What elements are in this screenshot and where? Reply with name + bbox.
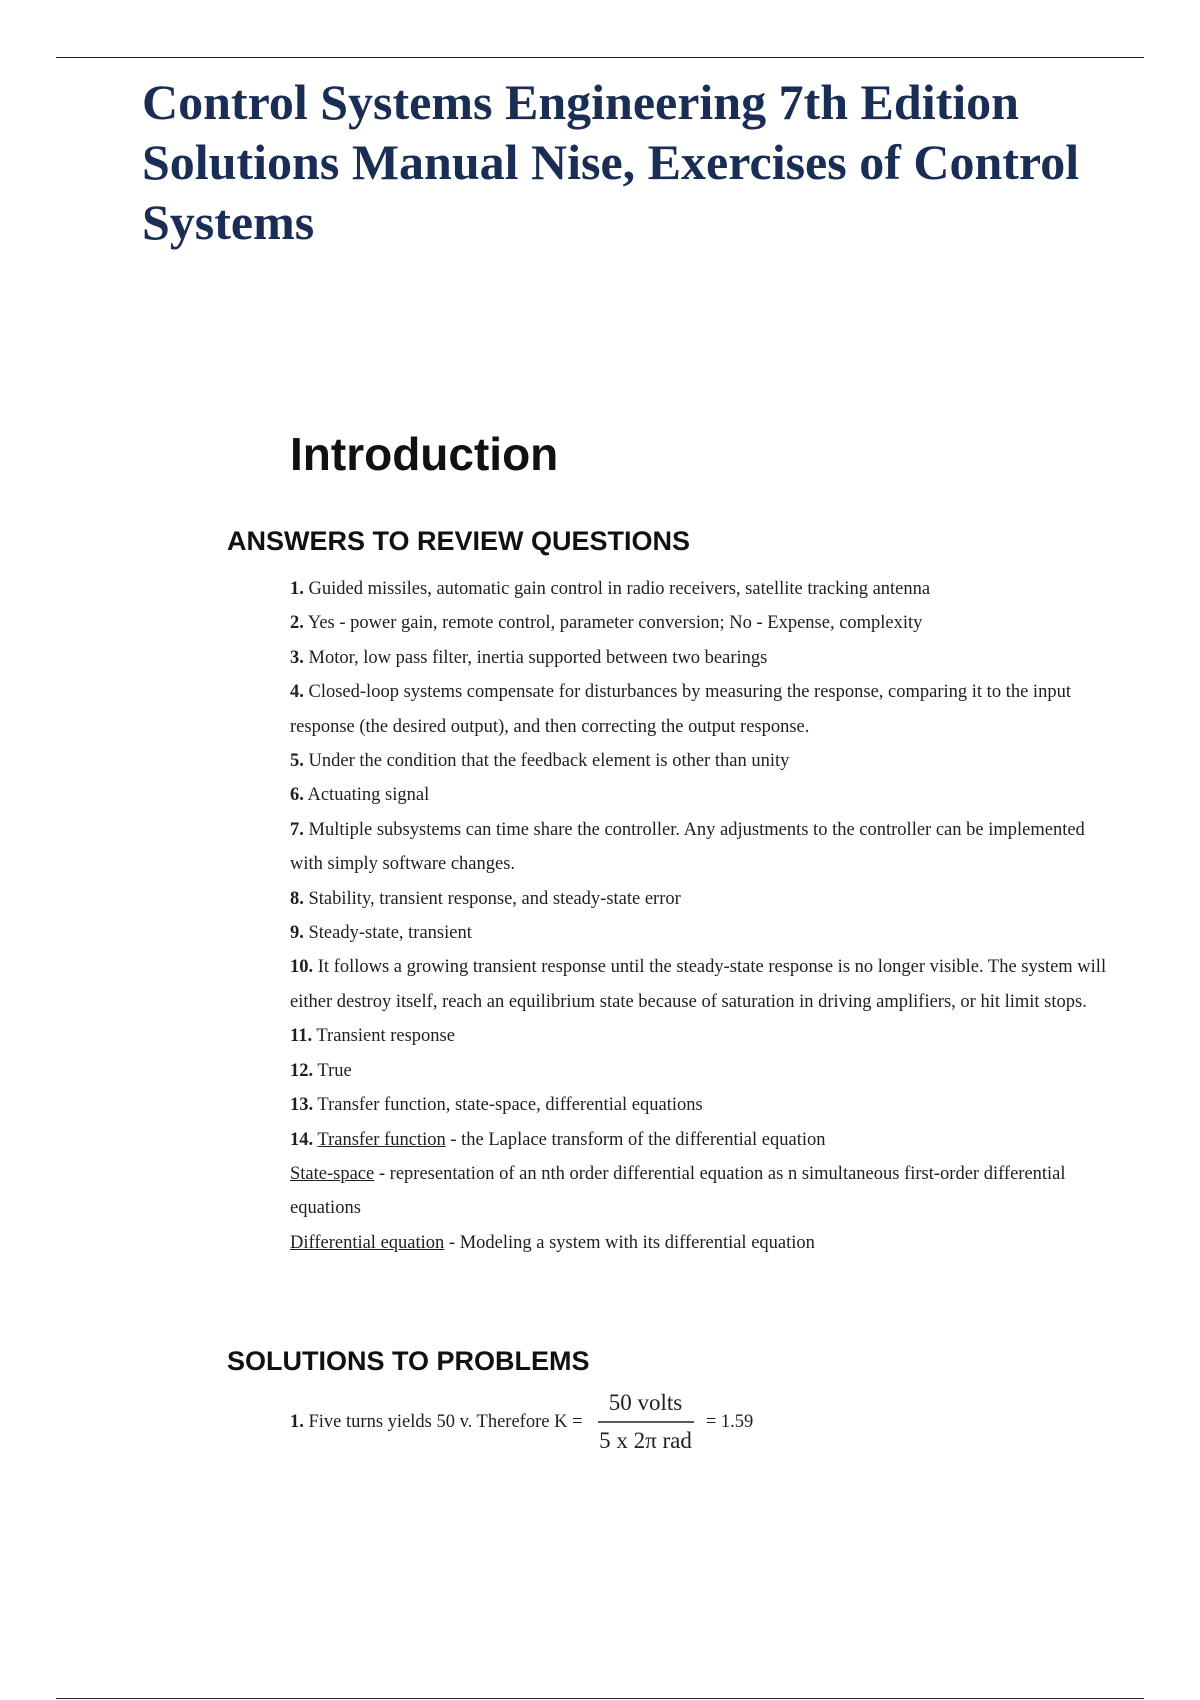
answer-number: 14. (290, 1129, 314, 1150)
answer-number: 7. (290, 819, 304, 840)
answer-number: 2. (290, 613, 304, 634)
top-rule (56, 57, 1144, 58)
answer-number: 13. (290, 1095, 314, 1116)
answer-text: Yes - power gain, remote control, parameter conversion; No - Expense, complexity (303, 613, 923, 634)
answer-item (290, 916, 1110, 950)
answer-number: 1. (290, 579, 304, 599)
answer-item (290, 1019, 1110, 1053)
problem-number: 1. (290, 1411, 304, 1432)
answer-item (290, 675, 1110, 744)
answer-item (290, 950, 1110, 1019)
answer-text: Closed-loop systems compensate for disturbances by measuring the response, comparing it to the input response (the desired output), and then correcting the output response. (290, 682, 1071, 737)
problem-1-solution (290, 1388, 1110, 1456)
answer-item (290, 1088, 1110, 1122)
review-questions-heading: ANSWERS TO REVIEW QUESTIONS (227, 526, 691, 556)
answer-item (290, 778, 1110, 812)
state-space-definition: - representation of an nth order differential equation as n simultaneous first-order differential equations (290, 1163, 1066, 1219)
solutions-heading: SOLUTIONS TO PROBLEMS (227, 1346, 590, 1376)
problem-result: = 1.59 (705, 1411, 754, 1432)
answer-number: 8. (290, 888, 304, 909)
answer-text: Steady-state, transient (303, 923, 472, 944)
answer-text: Actuating signal (303, 785, 430, 806)
answer-text: Under the condition that the feedback element is other than unity (303, 751, 790, 772)
answer-text: Motor, low pass filter, inertia supported between two bearings (303, 647, 768, 668)
answer-item (290, 744, 1110, 778)
answer-item-14 (290, 1123, 1110, 1157)
transfer-function-term: Transfer function (317, 1129, 446, 1150)
answer-number: 4. (290, 682, 304, 703)
answer-text: It follows a growing transient response until the steady-state response is no longer visible. The system will either destroy itself, reach an equilibrium state because of saturation in driving amplifiers, or hit limit stops. (290, 957, 1107, 1012)
answer-item (290, 606, 1110, 640)
answer-number: 5. (290, 751, 304, 772)
gain-fraction (595, 1388, 696, 1456)
chapter-title: Introduction (290, 428, 559, 480)
document-title: Control Systems Engineering 7th Edition Solutions Manual Nise, Exercises of Control Systems (142, 74, 1080, 250)
answer-text: Transient response (312, 1026, 455, 1047)
answer-number: 11. (290, 1026, 313, 1047)
answer-number: 9. (290, 923, 304, 944)
fraction-numerator: 50 volts (608, 1390, 683, 1415)
answer-item-14-state-space (290, 1157, 1110, 1226)
review-answers-list (290, 572, 1110, 1260)
answer-number: 12. (290, 1060, 314, 1081)
answer-text: Multiple subsystems can time share the controller. Any adjustments to the controller can be implemented with simply software changes. (290, 819, 1085, 875)
answer-item-14-differential-equation (290, 1226, 1110, 1260)
answer-text: Guided missiles, automatic gain control in radio receivers, satellite tracking antenna (303, 579, 931, 599)
answer-item (290, 641, 1110, 675)
differential-equation-definition: - Modeling a system with its differential equation (444, 1232, 815, 1253)
answer-text: Transfer function, state-space, differential equations (313, 1095, 703, 1116)
answer-text: Stability, transient response, and steady-state error (303, 888, 681, 909)
bottom-rule (56, 1698, 1144, 1699)
answer-number: 3. (290, 647, 304, 668)
answer-text: True (313, 1060, 352, 1081)
answer-number: 6. (290, 785, 304, 806)
answer-item (290, 1054, 1110, 1088)
answer-item (290, 882, 1110, 916)
answer-item (290, 813, 1110, 882)
differential-equation-term: Differential equation (290, 1232, 445, 1253)
problem-text: Five turns yields 50 v. Therefore K = (303, 1411, 588, 1432)
fraction-denominator: 5 x 2π rad (599, 1428, 692, 1453)
state-space-term: State-space (290, 1163, 375, 1184)
transfer-function-definition: - the Laplace transform of the differential equation (445, 1129, 826, 1150)
answer-item (290, 572, 1110, 606)
answer-number: 10. (290, 957, 314, 978)
